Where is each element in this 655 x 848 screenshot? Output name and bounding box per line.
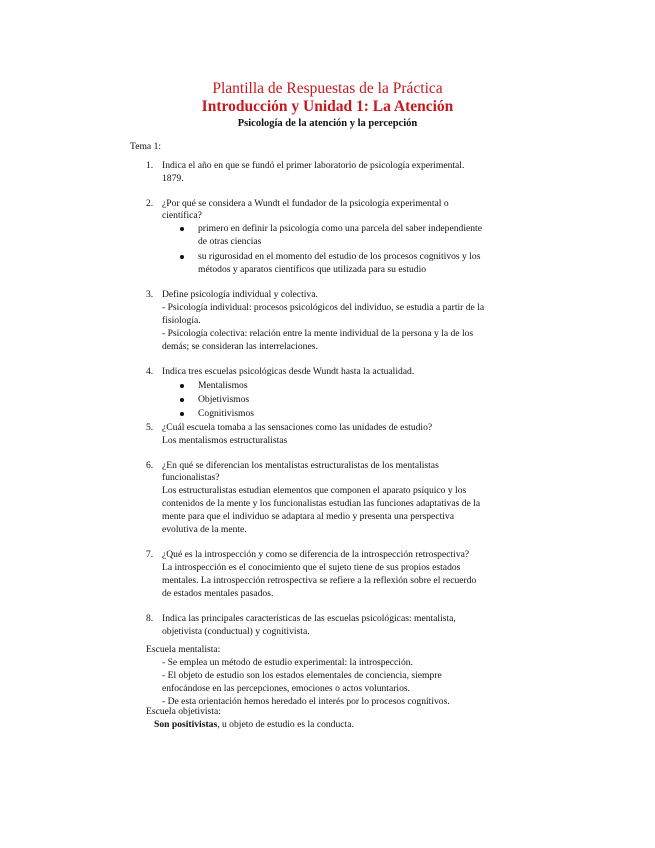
q3-answer-line1: - Psicología individual: procesos psicológicos del individuo, se estudia a partir de la bbox=[162, 302, 485, 313]
objetivista-rest-text: , u objeto de estudio es la conducta. bbox=[217, 719, 354, 730]
q5-answer: Los mentalismos estructuralistas bbox=[162, 435, 288, 446]
q7-answer-line1: La introspección es el conocimiento que el sujeto tiene de sus propios estados bbox=[162, 562, 461, 573]
q1-question: Indica el año en que se fundó el primer laboratorio de psicología experimental. bbox=[162, 160, 465, 171]
q8-question-line1: Indica las principales características de las escuelas psicológicas: mentalista, bbox=[162, 613, 456, 624]
q8-number: 8. bbox=[146, 613, 154, 624]
unit-title: Introducción y Unidad 1: La Atención bbox=[201, 98, 454, 115]
q2-question-line1: ¿Por qué se considera a Wundt el fundador de la psicología experimental o bbox=[162, 198, 449, 209]
course-subtitle: Psicología de la atención y la percepción bbox=[237, 118, 418, 129]
q5-question: ¿Cuál escuela tomaba a las sensaciones como las unidades de estudio? bbox=[162, 422, 433, 433]
q3-question: Define psicología individual y colectiva. bbox=[162, 289, 318, 300]
q6-answer-line3: mente para que el individuo se adaptara al medio y presenta una perspectiva bbox=[162, 511, 454, 522]
q6-number: 6. bbox=[146, 460, 154, 471]
mentalista-label: Escuela mentalista: bbox=[146, 644, 221, 655]
q1-answer: 1879. bbox=[162, 173, 184, 184]
mentalista-line2: - El objeto de estudio son los estados elementales de conciencia, siempre bbox=[162, 670, 442, 681]
q3-answer-line4: demás; se consideran las interrelaciones. bbox=[162, 341, 318, 352]
objetivista-bold-text: Son positivistas bbox=[154, 719, 218, 730]
document-title: Plantilla de Respuestas de la Práctica bbox=[212, 80, 443, 97]
q5-number: 5. bbox=[146, 422, 154, 433]
bullet-icon bbox=[180, 384, 184, 388]
q2-bullet1-line1: primero en definir la psicología como una parcela del saber independiente bbox=[198, 223, 482, 234]
mentalista-line3: enfocándose en las percepciones, emociones o actos voluntarios. bbox=[162, 683, 411, 694]
q6-answer-line1: Los estructuralistas estudian elementos que componen el aparato psíquico y los bbox=[162, 485, 467, 496]
q2-bullet1-line2: de otras ciencias bbox=[198, 236, 262, 247]
objetivista-label: Escuela objetivista: bbox=[146, 706, 221, 717]
section-label: Tema 1: bbox=[130, 141, 162, 152]
q1-number: 1. bbox=[146, 160, 154, 171]
q2-bullet2-line2: métodos y aparatos científicos que utilizada para su estudio bbox=[198, 264, 427, 275]
q4-item: Cognitivismos bbox=[198, 408, 254, 419]
q3-answer-line2: fisiología. bbox=[162, 315, 201, 326]
q6-answer-line4: evolutiva de la mente. bbox=[162, 524, 247, 535]
q8-question-line2: objetivista (conductual) y cognitivista. bbox=[162, 626, 310, 637]
bullet-icon bbox=[180, 398, 184, 402]
q4-number: 4. bbox=[146, 366, 154, 377]
q6-question-line2: funcionalistas? bbox=[162, 472, 220, 483]
objetivista-line bbox=[154, 719, 354, 731]
q4-item: Mentalismos bbox=[198, 380, 248, 391]
q3-number: 3. bbox=[146, 289, 154, 300]
bullet-icon bbox=[180, 227, 184, 231]
q4-item: Objetivismos bbox=[198, 394, 250, 405]
q6-question-line1: ¿En qué se diferencian los mentalistas estructuralistas de los mentalistas bbox=[162, 460, 439, 471]
q6-answer-line2: contenidos de la mente y los funcionalistas estudian las funciones adaptativas de la bbox=[162, 498, 481, 509]
bullet-icon bbox=[180, 255, 184, 259]
q7-answer-line2: mentales. La introspección retrospectiva se refiere a la reflexión sobre el recuerdo bbox=[162, 575, 477, 586]
mentalista-line4: - De esta orientación hemos heredado el interés por lo procesos cognitivos. bbox=[162, 696, 450, 707]
q2-number: 2. bbox=[146, 198, 154, 209]
q2-bullet2-line1: su rigurosidad en el momento del estudio de los procesos cognitivos y los bbox=[198, 251, 481, 262]
bullet-icon bbox=[180, 412, 184, 416]
q7-number: 7. bbox=[146, 549, 154, 560]
mentalista-line1: - Se emplea un método de estudio experimental: la introspección. bbox=[162, 657, 413, 668]
q7-question: ¿Qué es la introspección y como se diferencia de la introspección retrospectiva? bbox=[162, 549, 470, 560]
q4-question: Indica tres escuelas psicológicas desde Wundt hasta la actualidad. bbox=[162, 366, 415, 377]
q3-answer-line3: - Psicología colectiva: relación entre la mente individual de la persona y la de los bbox=[162, 328, 474, 339]
q2-question-line2: científica? bbox=[162, 210, 202, 221]
q7-answer-line3: de estados mentales pasados. bbox=[162, 588, 274, 599]
